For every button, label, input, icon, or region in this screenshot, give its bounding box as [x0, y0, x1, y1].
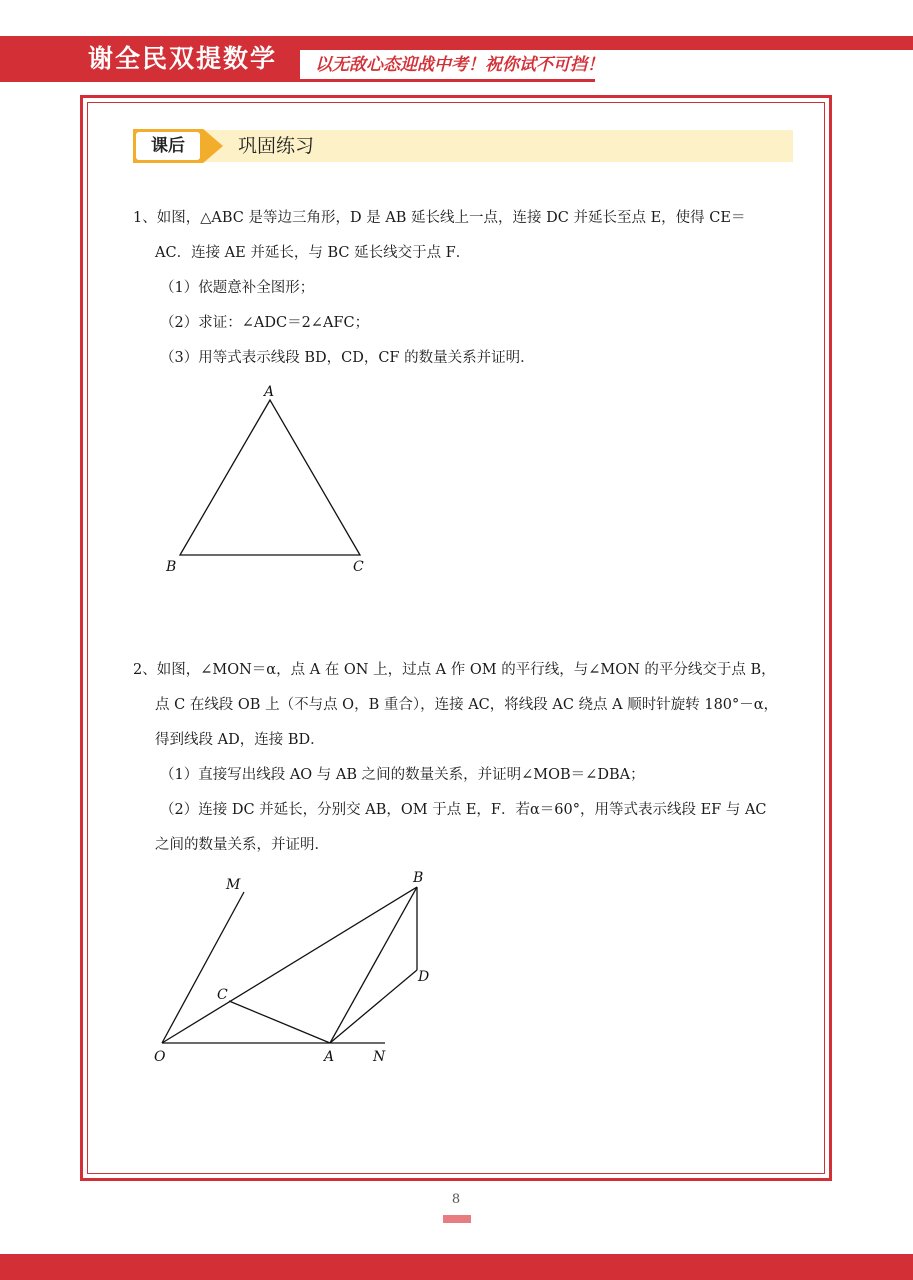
ray-OM	[162, 892, 244, 1043]
brand-title: 谢全民双提数学	[88, 44, 278, 73]
label-C: C	[353, 559, 364, 575]
page-marker	[443, 1215, 471, 1223]
q1-part-1: （1）依题意补全图形；	[160, 280, 315, 296]
label-A: A	[264, 384, 275, 400]
label-M: M	[226, 877, 241, 893]
label-C2: C	[217, 987, 228, 1003]
q1-line-2: AC．连接 AE 并延长，与 BC 延长线交于点 F．	[155, 245, 471, 261]
page-number: 8	[451, 1192, 461, 1207]
q2-line-1: 2、如图，∠MON＝α，点 A 在 ON 上，过点 A 作 OM 的平行线，与∠MON 的平分线交于点 B，	[133, 662, 776, 678]
slogan: 以无敌心态迎战中考！祝你试不可挡！	[315, 55, 604, 75]
label-O: O	[154, 1049, 166, 1065]
q2-geometry-figure	[140, 865, 440, 1075]
label-B2: B	[413, 870, 424, 886]
segment-AC	[229, 1001, 330, 1043]
label-A2: A	[324, 1049, 335, 1065]
q2-line-2: 点 C 在线段 OB 上（不与点 O，B 重合），连接 AC，将线段 AC 绕点 A 顺时针旋转 180°－α，	[155, 697, 779, 713]
q2-line-3: 得到线段 AD，连接 BD．	[155, 732, 325, 748]
footer-band	[0, 1254, 913, 1280]
segment-AD	[330, 970, 417, 1043]
section-tag: 课后	[136, 132, 200, 160]
segment-OB	[162, 887, 417, 1043]
q1-triangle-figure	[160, 380, 380, 580]
q2-part-1: （1）直接写出线段 AO 与 AB 之间的数量关系，并证明∠MOB＝∠DBA；	[160, 767, 645, 783]
label-D: D	[418, 969, 430, 985]
label-B: B	[166, 559, 177, 575]
q2-part-2: （2）连接 DC 并延长，分别交 AB，OM 于点 E，F．若α＝60°，用等式表示线段 EF 与 AC	[160, 802, 767, 818]
q1-part-3: （3）用等式表示线段 BD，CD，CF 的数量关系并证明．	[160, 350, 535, 366]
segment-AB	[330, 887, 417, 1043]
q2-line-6: 之间的数量关系，并证明．	[155, 837, 329, 853]
slogan-underline	[300, 79, 595, 82]
q1-line-1: 1、如图，△ABC 是等边三角形，D 是 AB 延长线上一点，连接 DC 并延长至点 E，使得 CE＝	[133, 210, 746, 226]
triangle-abc	[180, 400, 360, 555]
label-N: N	[373, 1049, 386, 1065]
section-title: 巩固练习	[238, 135, 315, 157]
q1-part-2: （2）求证：∠ADC＝2∠AFC；	[160, 315, 370, 331]
section-bar	[135, 130, 793, 162]
